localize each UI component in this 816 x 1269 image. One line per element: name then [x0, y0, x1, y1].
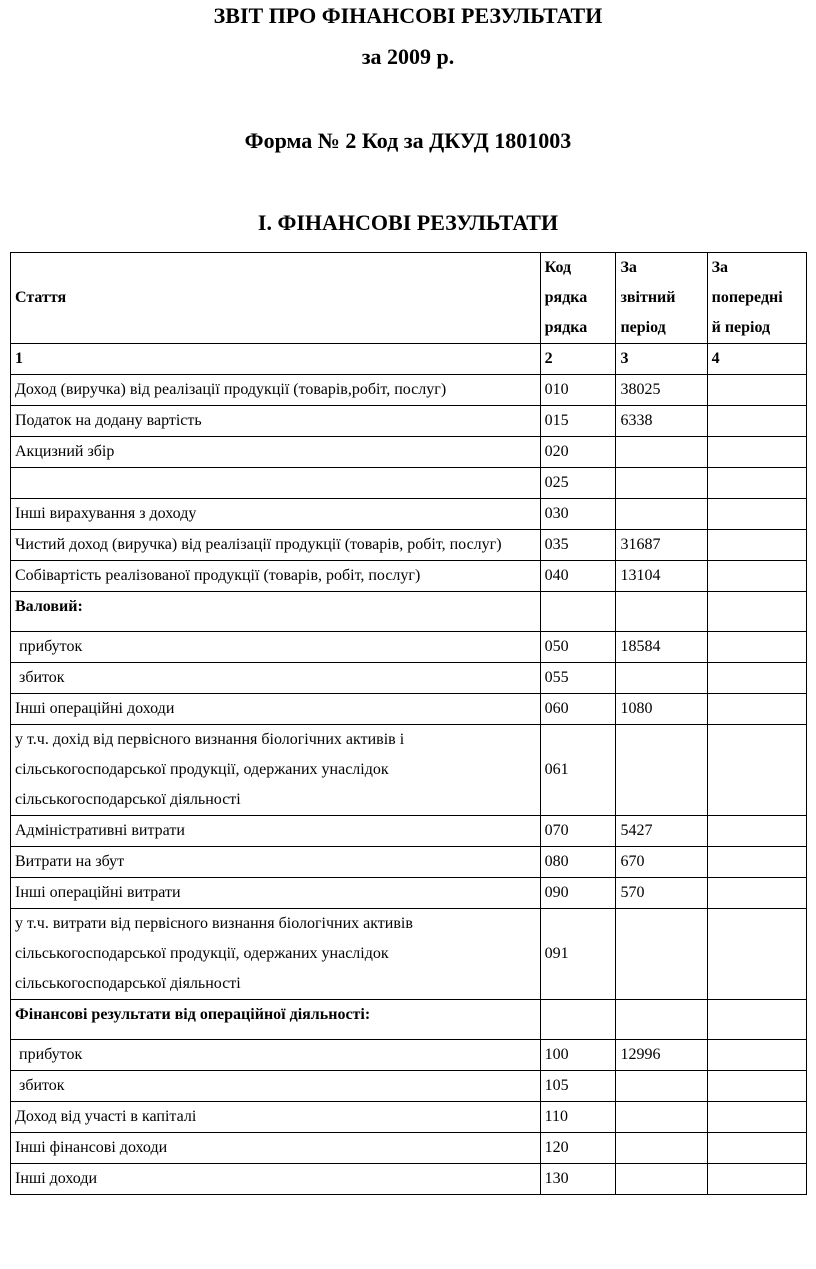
table-row: [11, 499, 807, 530]
cell-current: 38025: [616, 375, 707, 406]
cell-label: Собівартість реалізованої продукції (товарів, робіт, послуг): [11, 561, 541, 592]
column-number: 3: [616, 344, 707, 375]
cell-label: Інші фінансові доходи: [11, 1133, 541, 1164]
cell-label: Валовий:: [11, 592, 541, 632]
cell-label: Витрати на збут: [11, 847, 541, 878]
cell-current: [616, 663, 707, 694]
cell-code: 080: [540, 847, 616, 878]
column-number: 1: [11, 344, 541, 375]
cell-previous: [707, 632, 806, 663]
cell-label: Адміністративні витрати: [11, 816, 541, 847]
cell-previous: [707, 847, 806, 878]
header-current-line: звітний: [620, 289, 676, 306]
cell-code: 105: [540, 1071, 616, 1102]
cell-label: Акцизний збір: [11, 437, 541, 468]
header-current-line: За: [620, 259, 637, 276]
cell-current: [616, 1164, 707, 1195]
cell-label: збиток: [11, 1071, 541, 1102]
cell-current: 12996: [616, 1040, 707, 1071]
cell-previous: [707, 406, 806, 437]
header-previous-line: За: [711, 259, 729, 276]
cell-code: 091: [540, 909, 616, 1000]
column-number: 2: [540, 344, 616, 375]
cell-current: [616, 725, 707, 816]
cell-label: Інші вирахування з доходу: [11, 499, 541, 530]
cell-code: 040: [540, 561, 616, 592]
cell-previous: [707, 1102, 806, 1133]
table-row: [11, 632, 807, 663]
cell-current: [616, 468, 707, 499]
header-previous-line: й період: [711, 319, 771, 336]
cell-current: [616, 499, 707, 530]
cell-label: Інші операційні доходи: [11, 694, 541, 725]
cell-label: у т.ч. витрати від первісного визнання біологічних активів сільськогосподарської продукції, одержаних унаслідок сільськогосподарської діяльності: [11, 909, 541, 1000]
cell-code: 025: [540, 468, 616, 499]
cell-label: Доход (виручка) від реалізації продукції (товарів,робіт, послуг): [11, 375, 541, 406]
cell-current: 18584: [616, 632, 707, 663]
cell-code: 060: [540, 694, 616, 725]
financial-results-table: [10, 252, 807, 1195]
cell-current: [616, 1133, 707, 1164]
table-row: [11, 592, 807, 632]
cell-previous: [707, 1040, 806, 1071]
table-row: [11, 406, 807, 437]
header-previous-line: попередні: [711, 289, 783, 306]
cell-current: 5427: [616, 816, 707, 847]
cell-code: 010: [540, 375, 616, 406]
cell-previous: [707, 499, 806, 530]
column-number-row: [11, 344, 807, 375]
table-row: [11, 1102, 807, 1133]
cell-label: Податок на додану вартість: [11, 406, 541, 437]
cell-label: прибуток: [11, 1040, 541, 1071]
cell-label: прибуток: [11, 632, 541, 663]
table-row: [11, 561, 807, 592]
table-row: [11, 530, 807, 561]
cell-code: 070: [540, 816, 616, 847]
cell-current: [616, 1071, 707, 1102]
cell-code: 015: [540, 406, 616, 437]
header-code: [540, 253, 616, 344]
cell-label: Інші операційні витрати: [11, 878, 541, 909]
table-row: [11, 375, 807, 406]
table-row: [11, 816, 807, 847]
header-current-line: період: [620, 319, 666, 336]
cell-code: 061: [540, 725, 616, 816]
table-row: [11, 1040, 807, 1071]
cell-previous: [707, 1164, 806, 1195]
table-row: [11, 725, 807, 816]
cell-code: 050: [540, 632, 616, 663]
header-previous-period: [707, 253, 806, 344]
table-row: [11, 847, 807, 878]
cell-previous: [707, 1133, 806, 1164]
cell-code: 030: [540, 499, 616, 530]
cell-previous: [707, 437, 806, 468]
cell-code: 035: [540, 530, 616, 561]
cell-label: Інші доходи: [11, 1164, 541, 1195]
table-row: [11, 1133, 807, 1164]
cell-label: збиток: [11, 663, 541, 694]
table-header-row: [11, 253, 807, 344]
cell-code: 120: [540, 1133, 616, 1164]
cell-previous: [707, 663, 806, 694]
table-row: [11, 694, 807, 725]
cell-label: [11, 468, 541, 499]
cell-current: [616, 592, 707, 632]
cell-code: 090: [540, 878, 616, 909]
header-code-line: Код: [544, 259, 572, 276]
cell-previous: [707, 909, 806, 1000]
cell-current: 6338: [616, 406, 707, 437]
cell-code: 055: [540, 663, 616, 694]
cell-code: 020: [540, 437, 616, 468]
cell-code: 110: [540, 1102, 616, 1133]
cell-previous: [707, 561, 806, 592]
header-code-line: рядка: [544, 289, 588, 306]
cell-label: Доход від участі в капіталі: [11, 1102, 541, 1133]
header-article: Стаття: [11, 253, 541, 344]
cell-current: 670: [616, 847, 707, 878]
report-title: ЗВІТ ПРО ФІНАНСОВІ РЕЗУЛЬТАТИ: [213, 3, 603, 28]
cell-previous: [707, 1071, 806, 1102]
table-row: [11, 878, 807, 909]
cell-label: Чистий доход (виручка) від реалізації продукції (товарів, робіт, послуг): [11, 530, 541, 561]
column-number: 4: [707, 344, 806, 375]
cell-current: 570: [616, 878, 707, 909]
header-code-line: рядка: [544, 319, 588, 336]
cell-code: 130: [540, 1164, 616, 1195]
table-row: [11, 663, 807, 694]
cell-current: [616, 1000, 707, 1040]
cell-previous: [707, 1000, 806, 1040]
cell-current: 13104: [616, 561, 707, 592]
cell-previous: [707, 592, 806, 632]
table-row: [11, 437, 807, 468]
cell-label: Фінансові результати від операційної діяльності:: [11, 1000, 541, 1040]
cell-previous: [707, 468, 806, 499]
cell-previous: [707, 878, 806, 909]
cell-current: 31687: [616, 530, 707, 561]
cell-current: 1080: [616, 694, 707, 725]
cell-previous: [707, 375, 806, 406]
table-row: [11, 909, 807, 1000]
cell-current: [616, 909, 707, 1000]
cell-previous: [707, 725, 806, 816]
cell-label: у т.ч. дохід від первісного визнання біологічних активів і сільськогосподарської продукції, одержаних унаслідок сільськогосподарської діяльності: [11, 725, 541, 816]
cell-previous: [707, 816, 806, 847]
cell-code: [540, 1000, 616, 1040]
header-current-period: [616, 253, 707, 344]
cell-code: [540, 592, 616, 632]
cell-current: [616, 437, 707, 468]
cell-previous: [707, 694, 806, 725]
cell-code: 100: [540, 1040, 616, 1071]
section-title: I. ФІНАНСОВІ РЕЗУЛЬТАТИ: [257, 210, 559, 235]
table-row: [11, 1000, 807, 1040]
table-row: [11, 1164, 807, 1195]
report-period: за 2009 р.: [361, 44, 455, 69]
cell-current: [616, 1102, 707, 1133]
cell-previous: [707, 530, 806, 561]
table-row: [11, 1071, 807, 1102]
table-row: [11, 468, 807, 499]
form-code: Форма № 2 Код за ДКУД 1801003: [244, 128, 572, 153]
